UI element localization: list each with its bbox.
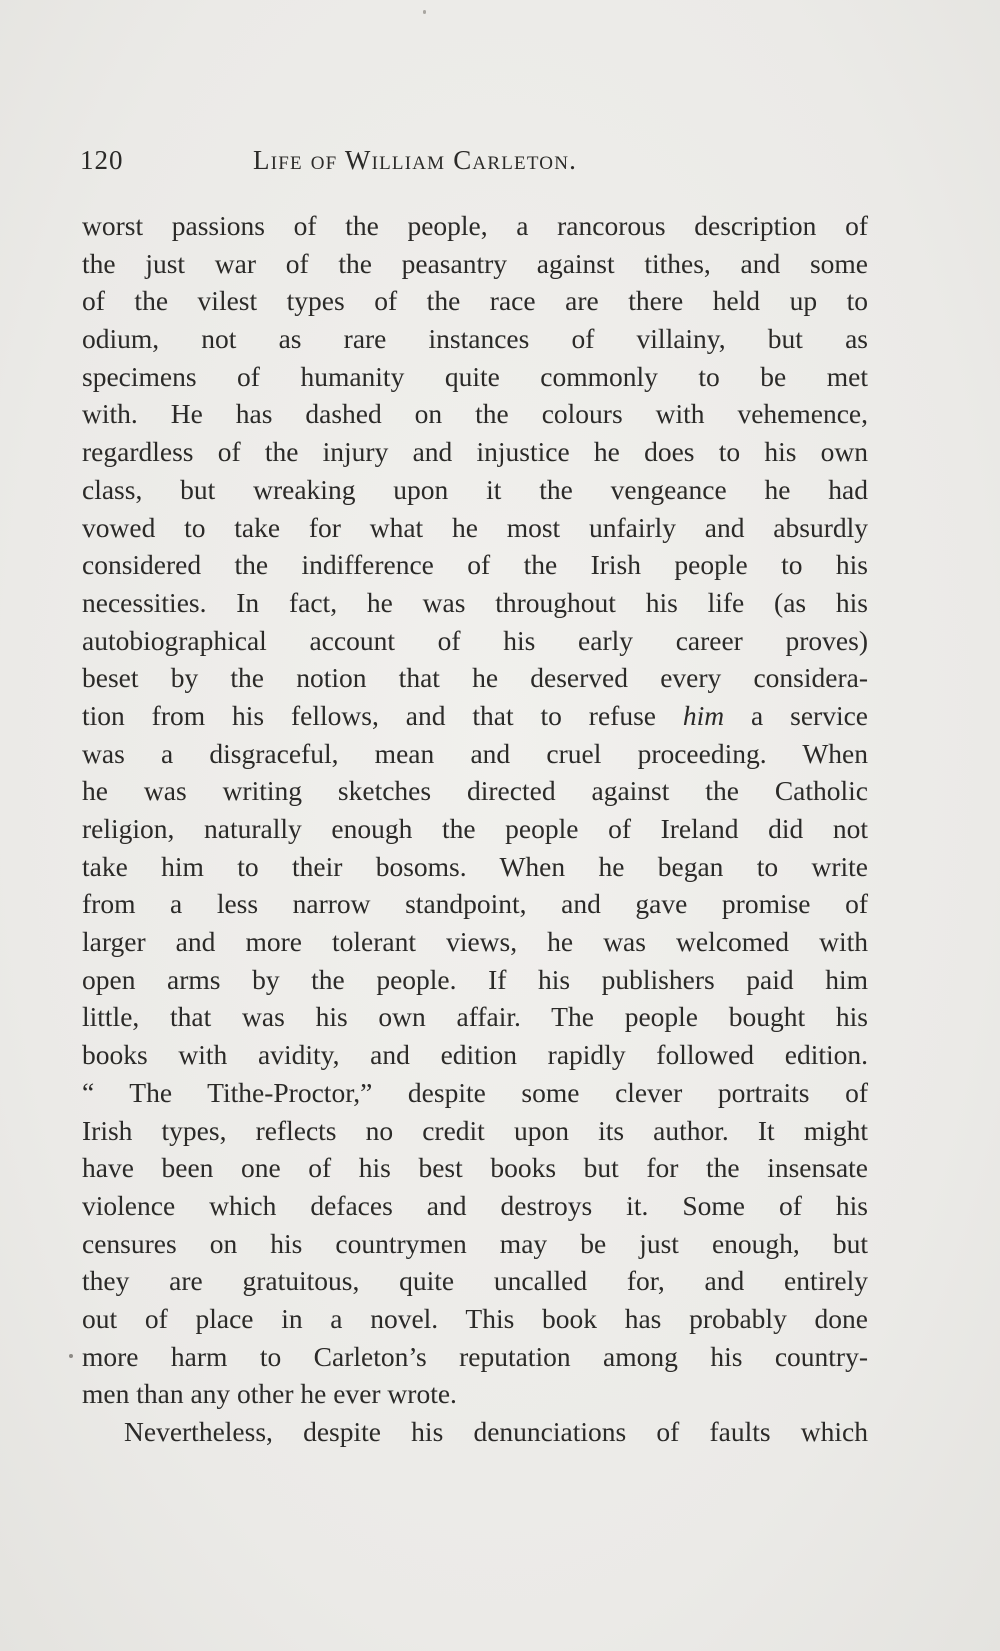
text-line: from a less narrow standpoint, and gave promise of [82,888,868,920]
paragraph-end-line: men than any other he ever wrote. [82,1378,457,1410]
text-line: little, that was his own affair. The people bought his [82,1001,868,1033]
text-line: books with avidity, and edition rapidly followed edition. [82,1039,868,1071]
text-line: vowed to take for what he most unfairly and absurdly [82,511,868,543]
text-line: “ The Tithe-Proctor,” despite some clever portraits of [82,1076,868,1108]
text-line: odium, not as rare instances of villainy, but as [82,323,868,355]
paragraph-first-line: Nevertheless, despite his denunciations of faults which [124,1416,868,1447]
text-line: worst passions of the people, a rancorous description of [82,210,868,241]
text-line: the just war of the peasantry against tithes, and some [82,247,868,279]
running-head [80,145,700,185]
text-line: necessities. In fact, he was throughout his life (as his [82,586,868,618]
text-line: regardless of the injury and injustice he does to his own [82,436,868,468]
text-line: was a disgraceful, mean and cruel proceeding. When [82,737,868,769]
page-number: 120 [80,145,124,175]
text-line: class, but wreaking upon it the vengeance he had [82,473,868,505]
text-line: considered the indifference of the Irish people to his [82,549,868,581]
text-line: take him to their bosoms. When he began to write [82,850,868,882]
line-text-before: tion from his fellows, and that to refuse [82,699,683,731]
text-line: violence which defaces and destroys it. Some of his [82,1189,868,1221]
text-line: censures on his countrymen may be just enough, but [82,1227,868,1259]
text-line: with. He has dashed on the colours with vehemence, [82,398,868,430]
text-line: open arms by the people. If his publishers paid him [82,963,868,995]
text-line: beset by the notion that he deserved every considera- [82,662,868,694]
text-line: out of place in a novel. This book has probably done [82,1302,868,1334]
text-line: specimens of humanity quite commonly to be met [82,360,868,392]
paper-speck [423,10,426,14]
text-line: of the vilest types of the race are there held up to [82,285,868,317]
text-line: he was writing sketches directed against the Catholic [82,775,868,807]
paper-speck [69,1354,73,1358]
text-line-with-italic [82,697,868,735]
text-line: have been one of his best books but for the insensate [82,1152,868,1184]
text-line: they are gratuitous, quite uncalled for, and entirely [82,1265,868,1297]
text-line: Irish types, reflects no credit upon its author. It might [82,1114,868,1146]
line-text-after: a service [724,699,868,731]
text-line: religion, naturally enough the people of Ireland did not [82,813,868,844]
body-text [82,207,868,1451]
italic-word: him [682,699,725,731]
text-line: larger and more tolerant views, he was welcomed with [82,926,868,958]
text-line: autobiographical account of his early career proves) [82,624,868,656]
running-title: Life of William Carleton. [253,145,578,175]
text-line: more harm to Carleton’s reputation among his country- [82,1340,868,1372]
